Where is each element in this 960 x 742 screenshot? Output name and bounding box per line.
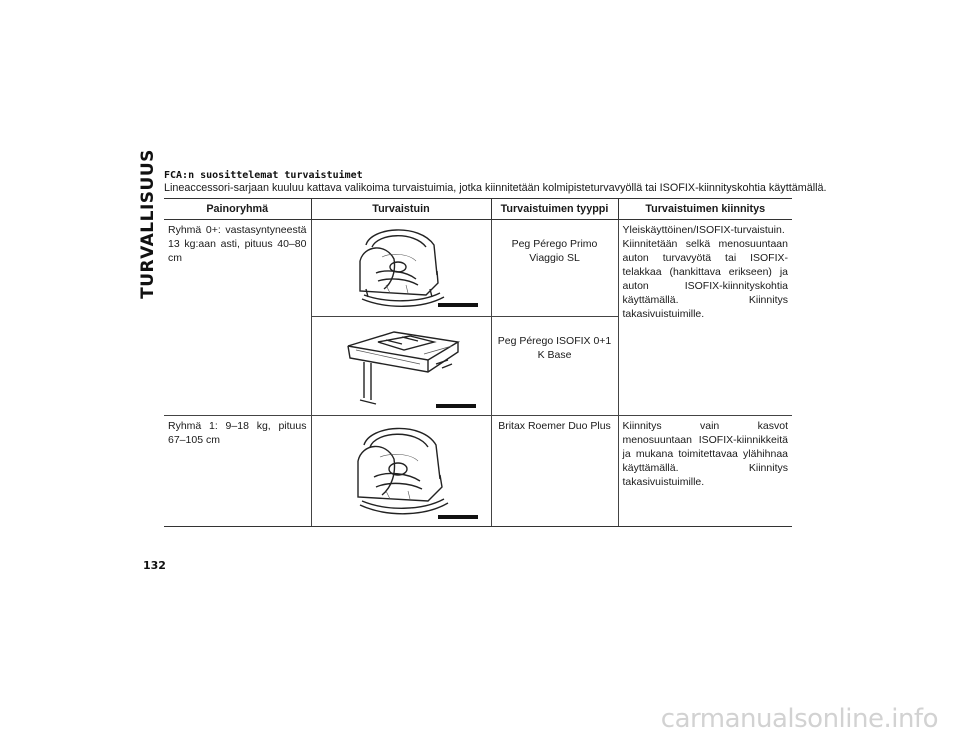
header-weight-group: Painoryhmä <box>164 199 311 220</box>
page-number: 132 <box>143 559 166 572</box>
seat-type-cell <box>491 220 618 317</box>
image-code-label <box>438 303 478 307</box>
table-row <box>164 416 792 527</box>
seat-mounting-cell: Yleiskäyttöinen/ISOFIX-turvaistuin. Kiinnitetään selkä menosuuntaan auton turvavyötä tai ISOFIX-telakkaa (hankittava erikseen) ja auton ISOFIX-kiinnityskohtia käyttämällä. Kiinnitys takasivuistuimille. <box>618 220 792 416</box>
seat-type-text: Peg Pérego ISOFIX 0+1 K Base <box>497 335 612 361</box>
watermark: carmanualsonline.info <box>660 704 938 734</box>
section-tab <box>138 149 158 299</box>
section-tab-label: TURVALLISUUS <box>138 149 158 299</box>
table-row <box>164 220 792 317</box>
seat-image-cell <box>311 416 491 527</box>
seat-type-cell <box>491 317 618 416</box>
forward-seat-illustration <box>316 419 488 523</box>
weight-group-cell: Ryhmä 1: 9–18 kg, pituus 67–105 cm <box>164 416 311 527</box>
section-heading: FCA:n suosittelemat turvaistuimet <box>164 170 363 181</box>
table-header-row <box>164 199 792 220</box>
header-child-seat: Turvaistuin <box>311 199 491 220</box>
isofix-base-illustration <box>316 320 488 412</box>
seat-image-cell <box>311 317 491 416</box>
header-seat-mounting: Turvaistuimen kiinnitys <box>618 199 792 220</box>
image-code-label <box>438 515 478 519</box>
child-seat-table <box>164 198 792 527</box>
seat-type-cell: Britax Roemer Duo Plus <box>491 416 618 527</box>
seat-type-text: Peg Pérego Primo Viaggio SL <box>511 238 598 264</box>
seat-mounting-cell: Kiinnitys vain kasvot menosuuntaan ISOFIX-kiinnikkeitä ja mukana toimitettavaa ylähihnaa käyttämällä. Kiinnitys takasivuistuimille. <box>618 416 792 527</box>
weight-group-cell: Ryhmä 0+: vastasyntyneestä 13 kg:aan asti, pituus 40–80 cm <box>164 220 311 416</box>
infant-carrier-illustration <box>316 223 488 313</box>
intro-paragraph: Lineaccessori-sarjaan kuuluu kattava valikoima turvaistuimia, jotka kiinnitetään kolmipisteturvavyöllä tai ISOFIX-kiinnityskohtia käyttämällä. <box>164 182 827 194</box>
image-code-label <box>436 404 476 408</box>
seat-image-cell <box>311 220 491 317</box>
header-seat-type: Turvaistuimen tyyppi <box>491 199 618 220</box>
